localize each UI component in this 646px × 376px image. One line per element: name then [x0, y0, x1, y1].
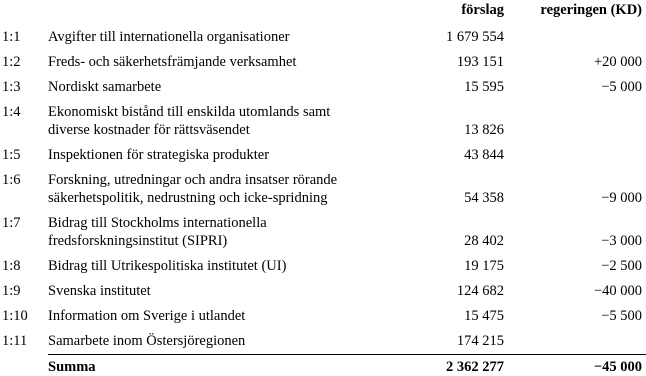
- row-diff: [510, 329, 646, 355]
- row-proposal: 15 595: [386, 75, 510, 100]
- row-description-line: Bidrag till Utrikespolitiska institutet (UI): [48, 257, 386, 275]
- row-description-line: Freds- och säkerhetsfrämjande verksamhet: [48, 53, 386, 71]
- row-description: [48, 279, 386, 304]
- table-row: [0, 329, 646, 355]
- row-proposal: 174 215: [386, 329, 510, 355]
- row-description: [48, 304, 386, 329]
- row-description-line: Bidrag till Stockholms internationella: [48, 214, 386, 232]
- table-row: [0, 168, 646, 211]
- row-id: 1:11: [0, 329, 48, 355]
- row-diff: [510, 25, 646, 50]
- row-diff: −5 500: [510, 304, 646, 329]
- row-diff: [510, 143, 646, 168]
- row-proposal: 54 358: [386, 168, 510, 211]
- row-description-line: Ekonomiskt bistånd till enskilda utomlands samt: [48, 103, 386, 121]
- row-description-line: säkerhetspolitik, nedrustning och icke-spridning: [48, 189, 386, 207]
- row-id: 1:4: [0, 100, 48, 143]
- row-description-line: Nordiskt samarbete: [48, 78, 386, 96]
- row-id: 1:7: [0, 211, 48, 254]
- row-description-line: Samarbete inom Östersjöregionen: [48, 332, 386, 350]
- row-proposal: 43 844: [386, 143, 510, 168]
- row-description-line: Forskning, utredningar och andra insatser rörande: [48, 171, 386, 189]
- header-col-num: [0, 0, 48, 25]
- row-diff: +20 000: [510, 50, 646, 75]
- row-id: 1:2: [0, 50, 48, 75]
- row-description: [48, 211, 386, 254]
- row-description: [48, 25, 386, 50]
- table-row: [0, 143, 646, 168]
- row-diff: −9 000: [510, 168, 646, 211]
- row-diff: −5 000: [510, 75, 646, 100]
- header-col-desc: [48, 0, 386, 25]
- total-empty-cell: [0, 355, 48, 376]
- row-proposal: 15 475: [386, 304, 510, 329]
- row-description-line: diverse kostnader för rättsväsendet: [48, 121, 386, 139]
- row-description-line: fredsforskningsinstitut (SIPRI): [48, 232, 386, 250]
- row-proposal: 124 682: [386, 279, 510, 304]
- total-diff: −45 000: [510, 355, 646, 376]
- total-row: [0, 355, 646, 376]
- header-col-diff: regeringen (KD): [510, 0, 646, 25]
- row-id: 1:9: [0, 279, 48, 304]
- row-description-line: Inspektionen för strategiska produkter: [48, 146, 386, 164]
- row-diff: −3 000: [510, 211, 646, 254]
- row-proposal: 193 151: [386, 50, 510, 75]
- total-label: Summa: [48, 355, 386, 376]
- row-description: [48, 254, 386, 279]
- table-row: [0, 25, 646, 50]
- row-diff: −40 000: [510, 279, 646, 304]
- table-row: [0, 100, 646, 143]
- row-description: [48, 100, 386, 143]
- header-col-proposal: förslag: [386, 0, 510, 25]
- total-proposal: 2 362 277: [386, 355, 510, 376]
- table-row: [0, 304, 646, 329]
- table-row: [0, 50, 646, 75]
- row-id: 1:8: [0, 254, 48, 279]
- row-description-line: Avgifter till internationella organisationer: [48, 28, 386, 46]
- row-proposal: 1 679 554: [386, 25, 510, 50]
- row-description-line: Svenska institutet: [48, 282, 386, 300]
- row-description-line: Information om Sverige i utlandet: [48, 307, 386, 325]
- table-row: [0, 279, 646, 304]
- table-row: [0, 211, 646, 254]
- row-proposal: 19 175: [386, 254, 510, 279]
- row-diff: −2 500: [510, 254, 646, 279]
- row-id: 1:1: [0, 25, 48, 50]
- table-row: [0, 254, 646, 279]
- row-description: [48, 143, 386, 168]
- row-id: 1:5: [0, 143, 48, 168]
- row-id: 1:6: [0, 168, 48, 211]
- row-description: [48, 329, 386, 355]
- row-id: 1:3: [0, 75, 48, 100]
- row-description: [48, 168, 386, 211]
- row-proposal: 13 826: [386, 100, 510, 143]
- row-id: 1:10: [0, 304, 48, 329]
- table-row: [0, 75, 646, 100]
- table-header-row: [0, 0, 646, 25]
- row-description: [48, 50, 386, 75]
- row-diff: [510, 100, 646, 143]
- row-description: [48, 75, 386, 100]
- row-proposal: 28 402: [386, 211, 510, 254]
